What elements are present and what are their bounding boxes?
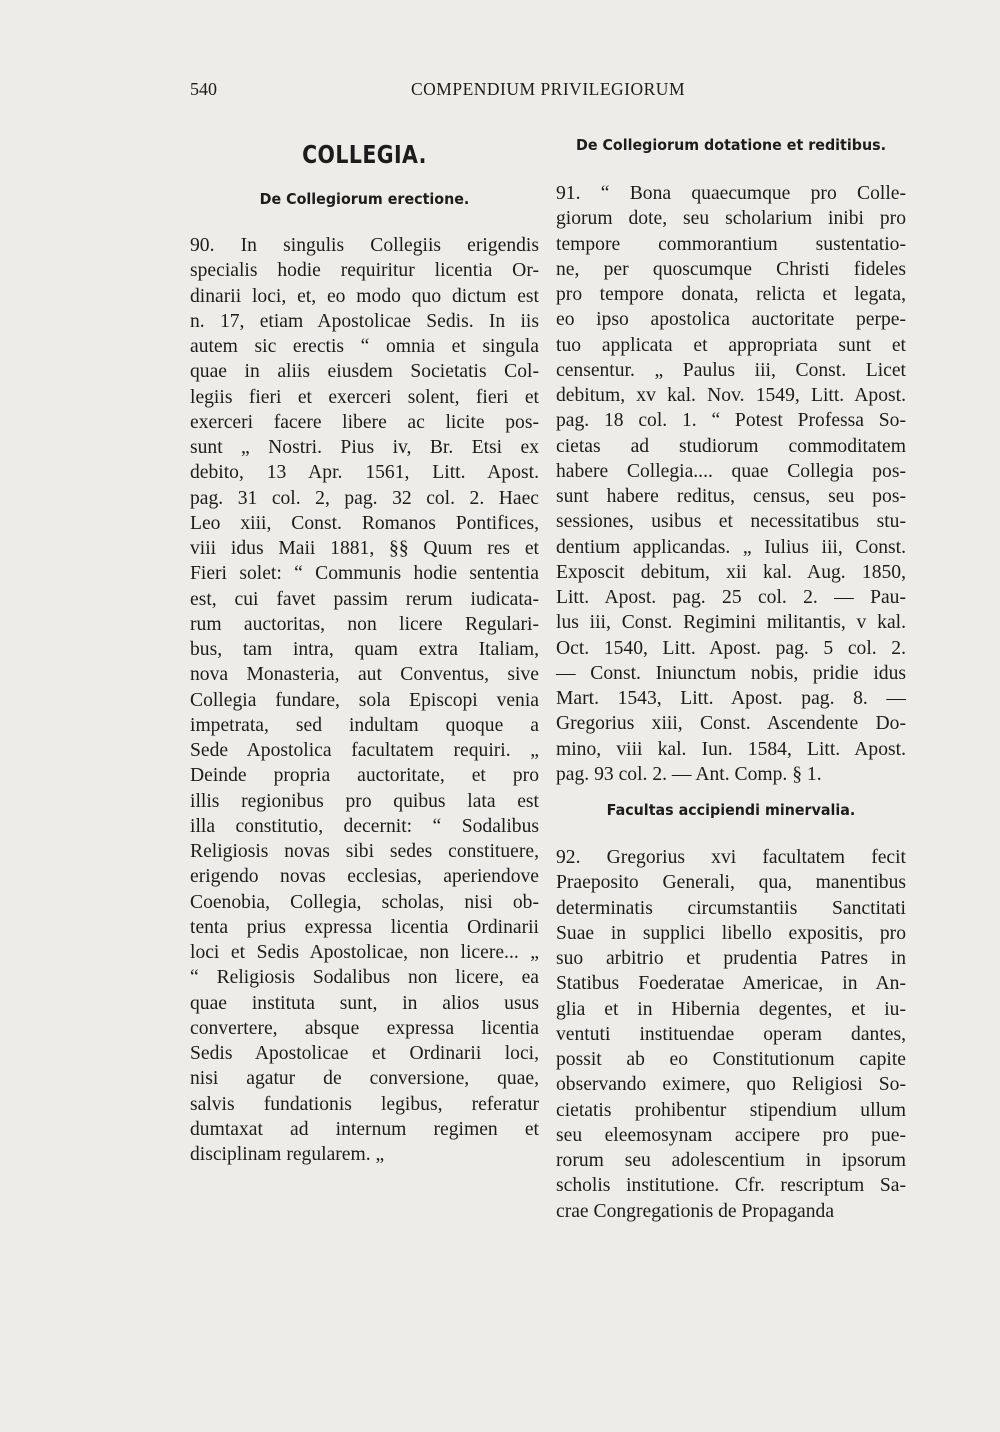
text-line: Coenobia, Collegia, scholas, nisi ob- (190, 891, 539, 913)
text-line: mino, viii kal. Iun. 1584, Litt. Apost. (556, 738, 906, 760)
text-line: Deinde propria auctoritate, et pro (190, 765, 539, 787)
page-header (190, 79, 906, 103)
text-line: impetrata, sed indultam quoque a (190, 714, 539, 736)
text-line: ventuti instituendae operam dantes, (556, 1023, 906, 1045)
text-line: quae instituta sunt, in alios usus (190, 992, 539, 1014)
text-line: habere Collegia.... quae Collegia pos- (556, 460, 906, 482)
text-line: eo ipso apostolica auctoritate perpe- (556, 309, 906, 331)
text-line: seu eleemosynam accipere pro pue- (556, 1124, 906, 1146)
text-line: pag. 31 col. 2, pag. 32 col. 2. Haec (190, 487, 539, 509)
text-line: glia et in Hibernia degentes, et iu- (556, 998, 906, 1020)
text-line: legiis fieri et exerceri solent, fieri et (190, 386, 539, 408)
text-line: rorum seu adolescentium in ipsorum (556, 1150, 906, 1171)
text-line: tuo applicata et appropriata sunt et (556, 334, 906, 356)
page-number: 540 (190, 79, 217, 99)
text-line: dentium applicandas. „ Iulius iii, Const. (556, 536, 906, 558)
text-line: Fieri solet: “ Communis hodie sententia (190, 563, 539, 585)
section-heading-erectione: De Collegiorum erectione. (259, 190, 470, 208)
text-line: scholis institutione. Cfr. rescriptum Sa- (556, 1175, 906, 1197)
text-line: n. 17, etiam Apostolicae Sedis. In iis (190, 310, 539, 332)
text-line: specialis hodie requiritur licentia Or- (190, 260, 539, 282)
text-line: dumtaxat ad internum regimen et (190, 1118, 539, 1140)
text-line: crae Congregationis de Propaganda (556, 1200, 835, 1222)
text-line: Gregorius xiii, Const. Ascendente Do- (556, 713, 906, 735)
text-line: tenta prius expressa licentia Ordinarii (190, 916, 539, 938)
section-heading-minervalia: Facultas accipiendi minervalia. (606, 801, 856, 819)
text-line: cietas ad studiorum commoditatem (556, 435, 906, 457)
text-line: possit ab eo Constitutionum capite (556, 1049, 906, 1070)
text-line: lus iii, Const. Regimini militantis, v kal. (556, 612, 906, 634)
text-line: pag. 18 col. 1. “ Potest Professa So- (556, 410, 906, 432)
text-line: autem sic erectis “ omnia et singula (190, 336, 539, 357)
text-line: debitum, xv kal. Nov. 1549, Litt. Apost. (556, 385, 906, 406)
text-line: Mart. 1543, Litt. Apost. pag. 8. — (556, 688, 906, 709)
text-line: quae in aliis eiusdem Societatis Col- (190, 361, 539, 383)
text-line: Sede Apostolica facultatem requiri. „ (190, 740, 539, 761)
section-heading-dotatione: De Collegiorum dotatione et reditibus. (575, 136, 887, 154)
text-line: pag. 93 col. 2. — Ant. Comp. § 1. (556, 763, 822, 785)
text-line: suo arbitrio et prudentia Patres in (556, 948, 906, 969)
text-line: rum auctoritas, non licere Regulari- (190, 613, 539, 635)
left-column-text (190, 233, 539, 1167)
text-line: loci et Sedis Apostolicae, non licere... „ (190, 942, 539, 963)
text-line: sessiones, usibus et necessitatibus stu- (556, 511, 906, 533)
text-line: 91. “ Bona quaecumque pro Colle- (556, 183, 906, 204)
text-line: illis regionibus pro quibus lata est (190, 790, 539, 812)
main-heading: COLLEGIA. (302, 140, 427, 169)
text-line: Litt. Apost. pag. 25 col. 2. — Pau- (556, 587, 906, 608)
text-line: viii idus Maii 1881, §§ Quum res et (190, 538, 539, 559)
text-line: bus, tam intra, quam extra Italiam, (190, 639, 539, 660)
text-line: ne, per quoscumque Christi fideles (556, 258, 906, 280)
text-line: Sedis Apostolicae et Ordinarii loci, (190, 1043, 539, 1064)
text-line: Statibus Foederatae Americae, in An- (556, 973, 906, 995)
text-line: nisi agatur de conversione, quae, (190, 1068, 539, 1090)
text-line: sunt „ Nostri. Pius iv, Br. Etsi ex (190, 437, 539, 458)
text-line: Oct. 1540, Litt. Apost. pag. 5 col. 2. (556, 637, 906, 659)
text-line: observando eximere, quo Religiosi So- (556, 1074, 906, 1096)
text-line: sunt habere reditus, census, seu pos- (556, 486, 906, 507)
running-title: COMPENDIUM PRIVILEGIORUM (410, 79, 686, 99)
text-line: debito, 13 Apr. 1561, Litt. Apost. (190, 462, 539, 484)
right-column-text-1 (556, 181, 906, 787)
text-line: Exposcit debitum, xii kal. Aug. 1850, (556, 561, 906, 583)
text-line: — Const. Iniunctum nobis, pridie idus (556, 662, 906, 684)
text-line: Religiosis novas sibi sedes constituere, (190, 841, 539, 862)
text-line: “ Religiosis Sodalibus non licere, ea (190, 967, 539, 989)
text-line: 92. Gregorius xvi facultatem fecit (556, 847, 906, 868)
text-line: Suae in supplici libello expositis, pro (556, 922, 906, 944)
text-line: Leo xiii, Const. Romanos Pontifices, (190, 512, 539, 534)
right-column-text-2 (556, 845, 906, 1224)
text-line: convertere, absque expressa licentia (190, 1017, 539, 1039)
text-line: illa constitutio, decernit: “ Sodalibus (190, 815, 539, 837)
text-line: disciplinam regularem. „ (190, 1144, 385, 1165)
text-line: pro tempore donata, relicta et legata, (556, 284, 906, 305)
text-line: Collegia fundare, sola Episcopi venia (190, 689, 539, 711)
text-line: Praeposito Generali, qua, manentibus (556, 872, 906, 894)
text-line: dinarii loci, et, eo modo quo dictum est (190, 285, 539, 307)
text-line: 90. In singulis Collegiis erigendis (190, 235, 539, 256)
text-line: censentur. „ Paulus iii, Const. Licet (556, 359, 906, 381)
text-line: exerceri facere libere ac licite pos- (190, 411, 539, 433)
text-line: nova Monasteria, aut Conventus, sive (190, 664, 539, 686)
text-line: cietatis prohibentur stipendium ullum (556, 1099, 906, 1121)
text-line: determinatis circumstantiis Sanctitati (556, 897, 906, 919)
text-line: tempore commorantium sustentatio- (556, 233, 906, 255)
text-line: est, cui favet passim rerum iudicata- (190, 588, 539, 610)
text-line: giorum dote, seu scholarium inibi pro (556, 208, 906, 230)
text-line: erigendo novas ecclesias, aperiendove (190, 866, 539, 888)
text-line: salvis fundationis legibus, referatur (190, 1093, 539, 1115)
